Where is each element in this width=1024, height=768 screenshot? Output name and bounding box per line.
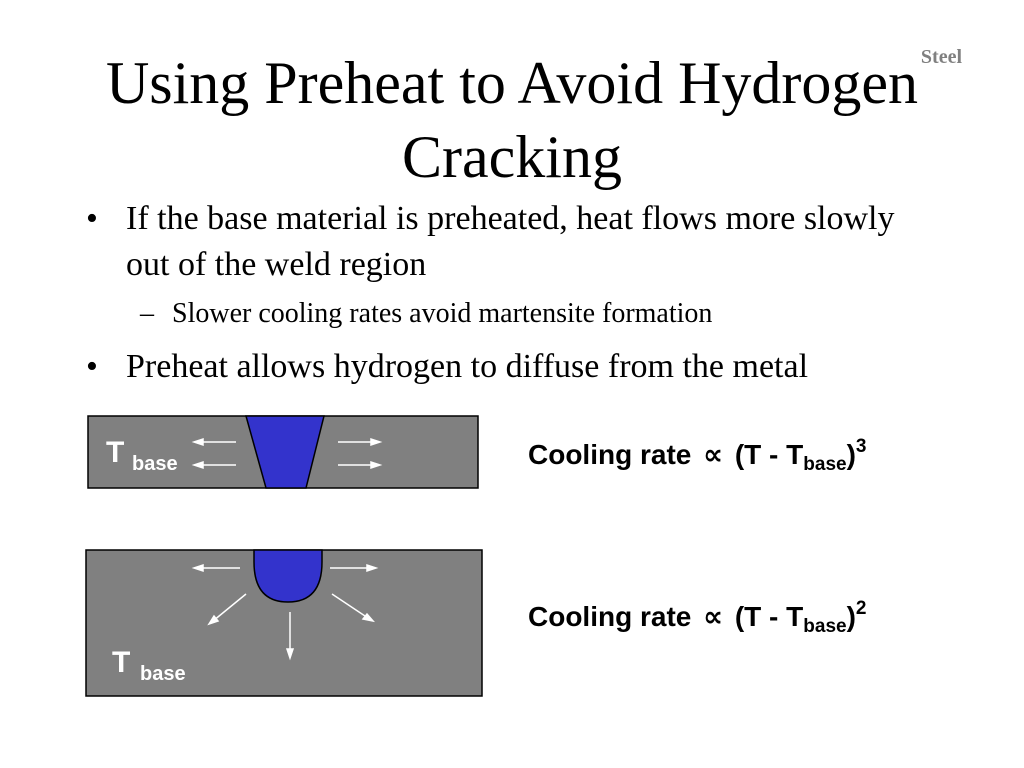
formula-prefix: Cooling rate <box>528 601 692 632</box>
formula-open: (T - T <box>734 601 804 632</box>
bullet-text-2: Preheat allows hydrogen to diffuse from the metal <box>126 348 809 385</box>
formula-subscript: base <box>803 454 847 475</box>
bullet-item-1 <box>86 196 946 288</box>
bullet-list <box>86 196 946 390</box>
sub-bullet-marker: – <box>140 298 154 329</box>
bullet-item-2 <box>86 344 946 390</box>
bead-weld <box>254 550 322 602</box>
formula-open: (T - T <box>734 439 804 470</box>
formula-exponent: 2 <box>855 598 867 619</box>
formula-close: ) <box>846 601 856 632</box>
t-base-symbol: T <box>112 646 131 679</box>
t-base-subscript: base <box>132 453 178 475</box>
bullet-marker: • <box>86 348 98 385</box>
cooling-rate-formula-thin <box>528 436 866 476</box>
bullet-marker: • <box>86 200 98 237</box>
t-base-subscript: base <box>140 663 186 685</box>
sub-bullet-item <box>86 294 946 334</box>
title-line-1: Using Preheat to Avoid Hydrogen <box>105 50 919 116</box>
formula-close: ) <box>846 439 856 470</box>
formula-prefix: Cooling rate <box>528 439 692 470</box>
proportional-symbol: ∝ <box>703 438 724 471</box>
corner-tag: Steel <box>920 46 962 68</box>
proportional-symbol: ∝ <box>703 600 724 633</box>
cooling-rate-formula-thick <box>528 598 866 638</box>
thin-plate-diagram <box>86 414 480 492</box>
bullet-text-1: If the base material is preheated, heat flows more slowly out of the weld region <box>126 200 895 283</box>
formula-subscript: base <box>803 616 847 637</box>
slide-title <box>0 46 1024 194</box>
title-line-2: Cracking <box>402 124 622 190</box>
thick-plate-diagram <box>84 548 484 698</box>
formula-exponent: 3 <box>855 436 867 457</box>
sub-bullet-text: Slower cooling rates avoid martensite formation <box>172 298 713 329</box>
t-base-symbol: T <box>106 436 125 469</box>
